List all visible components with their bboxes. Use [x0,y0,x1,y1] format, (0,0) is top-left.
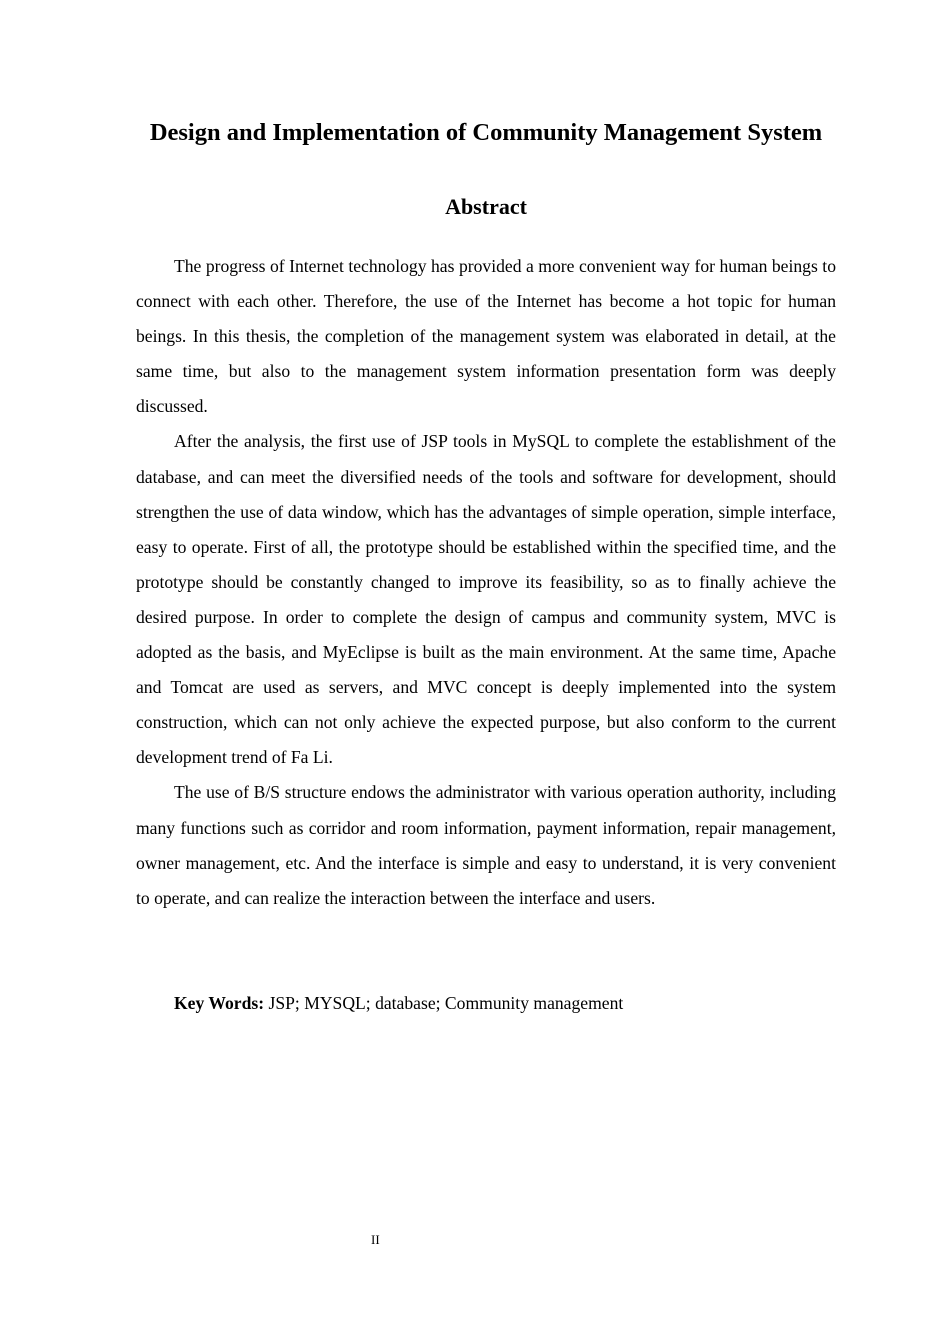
document-title: Design and Implementation of Community Management System [149,119,823,146]
keywords-line [174,986,836,1021]
abstract-paragraph-2: After the analysis, the first use of JSP tools in MySQL to complete the establishment of the database, and can meet the diversified needs of the tools and software for development, should strengthen the use of data window, which has the advantages of simple operation, simple interface, easy to operate. First of all, the prototype should be established within the specified time, and the prototype should be constantly changed to improve its feasibility, so as to finally achieve the desired purpose. In order to complete the design of campus and community system, MVC is adopted as the basis, and MyEclipse is built as the main environment. At the same time, Apache and Tomcat are used as servers, and MVC concept is deeply implemented into the system construction, which can not only achieve the expected purpose, but also conform to the current development trend of Fa Li. [136,431,836,768]
keywords-text: JSP; MYSQL; database; Community management [264,993,624,1013]
abstract-paragraph-3: The use of B/S structure endows the administrator with various operation authority, including many functions such as corridor and room information, payment information, repair management, owner management, etc. And the interface is simple and easy to understand, it is very convenient to operate, and can realize the interaction between the interface and users. [136,782,836,908]
keywords-label: Key Words: [174,993,265,1013]
page-number: II [371,1232,380,1247]
abstract-paragraph-1: The progress of Internet technology has provided a more convenient way for human beings to connect with each other. Therefore, the use of the Internet has become a hot topic for human beings. In this thesis, the completion of the management system was elaborated in detail, at the same time, but also to the management system information presentation form was deeply discussed. [136,256,836,417]
abstract-body [136,249,836,916]
abstract-heading: Abstract [445,194,527,219]
